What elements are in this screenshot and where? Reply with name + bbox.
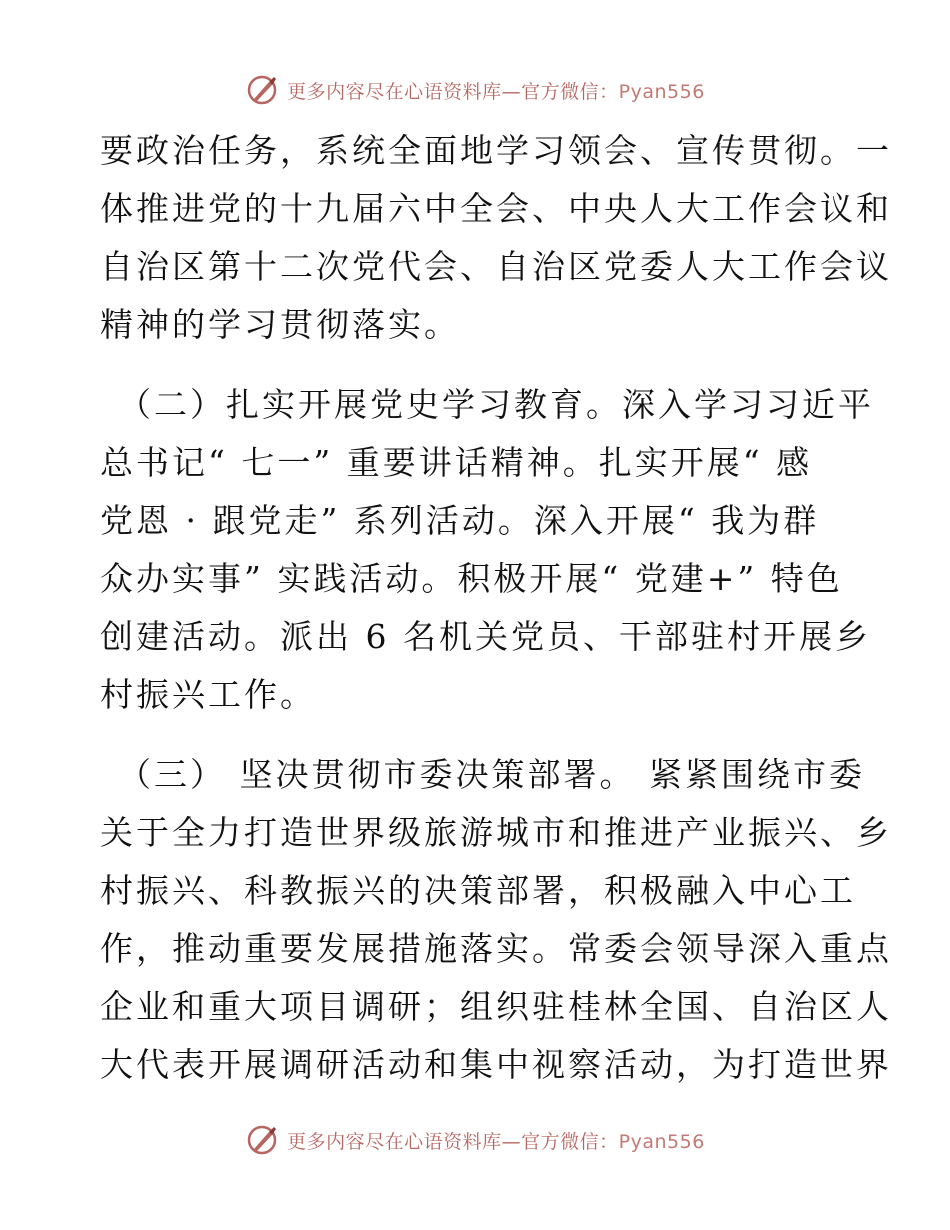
text-line: 村振兴工作。: [100, 675, 316, 714]
text-line: 企业和重大项目调研；组织驻桂林全国、自治区人: [100, 987, 892, 1026]
watermark-text: 更多内容尽在心语资料库—官方微信：Pyan556: [287, 80, 705, 103]
text-line: 党恩 · 跟党走” 系列活动。深入开展“ 我为群: [100, 501, 820, 540]
text-line: 创建活动。派出 6 名机关党员、干部驻村开展乡: [100, 617, 871, 656]
paragraph-2: [100, 376, 874, 724]
watermark-text: 更多内容尽在心语资料库—官方微信：Pyan556: [287, 1130, 705, 1153]
pen-logo-icon: [245, 73, 279, 107]
text-line: 众办实事” 实践活动。积极开展“ 党建+” 特色: [100, 559, 843, 598]
text-line: 大代表开展调研活动和集中视察活动，为打造世界: [100, 1045, 892, 1084]
text-line: 总书记“ 七一” 重要讲话精神。扎实开展“ 感: [100, 443, 813, 482]
document-body: [100, 122, 892, 1094]
paragraph-3: [100, 746, 892, 1094]
text-line: 自治区第十二次党代会、自治区党委人大工作会议: [100, 247, 892, 286]
footer-watermark: [0, 1120, 950, 1160]
text-line: 体推进党的十九届六中全会、中央人大工作会议和: [100, 189, 892, 228]
header-watermark: [0, 70, 950, 110]
text-line: 要政治任务，系统全面地学习领会、宣传贯彻。一: [100, 131, 892, 170]
text-line: （二）扎实开展党史学习教育。深入学习习近平: [118, 385, 874, 424]
pen-logo-icon: [245, 1123, 279, 1157]
text-line: （三） 坚决贯彻市委决策部署。 紧紧围绕市委: [118, 755, 865, 794]
text-line: 精神的学习贯彻落实。: [100, 305, 460, 344]
text-line: 关于全力打造世界级旅游城市和推进产业振兴、乡: [100, 813, 892, 852]
text-line: 作，推动重要发展措施落实。常委会领导深入重点: [100, 929, 892, 968]
text-line: 村振兴、科教振兴的决策部署，积极融入中心工: [100, 871, 856, 910]
paragraph-1: [100, 122, 892, 354]
